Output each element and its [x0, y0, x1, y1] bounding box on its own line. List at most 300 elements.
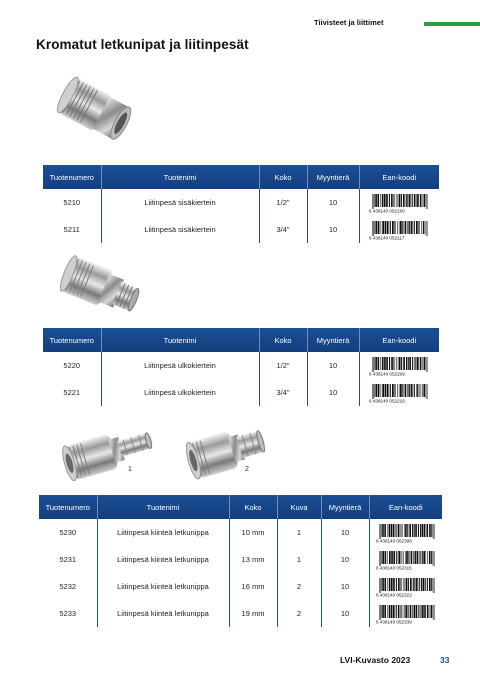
- barcode-bar: [423, 551, 425, 564]
- barcode-bar: [431, 551, 432, 564]
- barcode-bar: [373, 194, 374, 209]
- product-number: 5233: [59, 609, 77, 618]
- page-title: Kromatut letkunipat ja liitinpesät: [36, 37, 249, 52]
- product-name: Liitinpesä ulkokiertein: [101, 379, 259, 406]
- image-label-2: 2: [245, 466, 249, 473]
- picture-ref: 2: [277, 573, 321, 600]
- barcode-bar: [381, 221, 382, 234]
- barcode-bar: [406, 194, 407, 207]
- barcode-bar: [378, 194, 380, 207]
- barcode-bar: [412, 524, 413, 537]
- barcode-bar: [378, 221, 380, 234]
- barcode-bar: [387, 384, 389, 397]
- barcode-bar: [381, 524, 382, 537]
- barcode-bar: [401, 551, 402, 564]
- barcode-bar: [426, 384, 427, 399]
- barcode-bar: [412, 357, 413, 370]
- barcode-bar: [411, 384, 413, 397]
- column-header: Myyntierä: [307, 328, 359, 352]
- barcode-bar: [434, 605, 435, 620]
- barcode-bar: [401, 605, 402, 618]
- barcode-bar: [419, 551, 420, 564]
- barcode-bar: [402, 524, 403, 537]
- barcode-bar: [405, 605, 407, 618]
- barcode-bar: [389, 357, 390, 370]
- product-size: 1/2": [259, 189, 307, 216]
- barcode-bar: [387, 357, 389, 370]
- barcode-bar: [423, 357, 424, 370]
- barcode-bar: [408, 578, 409, 591]
- barcode-bar: [416, 357, 417, 370]
- barcode-bar: [387, 605, 388, 618]
- product-size: 13 mm: [229, 546, 277, 573]
- barcode-bar: [415, 605, 417, 618]
- barcode-bar: [383, 221, 385, 234]
- barcode-bar: [430, 605, 432, 618]
- barcode-bar: [434, 578, 435, 593]
- barcode-bar: [413, 524, 414, 537]
- ean-barcode: [368, 220, 430, 240]
- barcode-bar: [409, 524, 411, 537]
- barcode-bar: [388, 524, 390, 537]
- barcode-bar: [379, 605, 380, 620]
- barcode-bar: [391, 605, 393, 618]
- barcode-bar: [372, 384, 373, 399]
- barcode-bar: [383, 384, 385, 397]
- ean-barcode: [375, 550, 437, 570]
- barcode-bar: [415, 357, 416, 370]
- barcode-bar: [404, 524, 405, 537]
- product-size: 3/4": [259, 216, 307, 243]
- section-accent-bar: [424, 22, 480, 26]
- barcode-bar: [407, 605, 408, 618]
- barcode-bar: [405, 524, 407, 537]
- barcode-bar: [426, 221, 427, 236]
- barcode-bar: [374, 194, 375, 207]
- barcode-bar: [416, 194, 417, 207]
- picture-ref: 2: [277, 600, 321, 627]
- barcode-bar: [384, 524, 386, 537]
- barcode-bar: [405, 384, 407, 397]
- barcode-bar: [433, 605, 434, 620]
- barcode-bar: [390, 384, 391, 397]
- barcode-bar: [431, 578, 432, 591]
- barcode-bar: [406, 357, 407, 370]
- product-size: 19 mm: [229, 600, 277, 627]
- barcode-bar: [431, 524, 432, 537]
- barcode-bar: [433, 524, 434, 539]
- barcode-bar: [414, 384, 415, 397]
- barcode-bar: [382, 194, 384, 207]
- barcode-digits: 6 438140 052339: [375, 619, 412, 624]
- barcode-digits: 6 438140 052216: [369, 398, 406, 403]
- barcode-bar: [423, 384, 424, 397]
- barcode-bar: [405, 551, 406, 564]
- barcode-bar: [396, 384, 397, 397]
- barcode-bar: [398, 605, 400, 618]
- barcode-bar: [396, 357, 397, 370]
- barcode-bar: [400, 221, 402, 234]
- barcode-bar: [395, 605, 396, 618]
- barcode-bar: [420, 605, 421, 618]
- column-header: Tuotenimi: [97, 495, 229, 519]
- column-header: Tuotenumero: [43, 165, 101, 189]
- ean-barcode: [375, 577, 437, 597]
- barcode-bar: [415, 551, 416, 564]
- barcode-bar: [411, 221, 413, 234]
- image-label-1: 1: [128, 466, 132, 473]
- coupling-internal-thread-image: [50, 68, 142, 152]
- barcode-bar: [384, 357, 386, 370]
- barcode-digits: 6 438140 052308: [375, 538, 412, 543]
- barcode-bar: [401, 357, 402, 370]
- barcode-bar: [385, 221, 387, 234]
- barcode-bar: [387, 551, 388, 564]
- barcode-bar: [395, 194, 396, 207]
- barcode-bar: [395, 357, 396, 370]
- barcode-bar: [380, 524, 381, 539]
- barcode-bar: [429, 524, 431, 537]
- barcode-bar: [374, 357, 375, 370]
- barcode-bar: [422, 605, 424, 618]
- catalog-name: LVI-Kuvasto 2023: [340, 655, 411, 665]
- barcode-bar: [382, 578, 384, 591]
- picture-ref: 1: [277, 546, 321, 573]
- barcode-bar: [376, 194, 378, 207]
- barcode-bar: [405, 578, 407, 591]
- barcode-digits: 6 438140 052322: [375, 592, 412, 597]
- barcode-bar: [384, 551, 386, 564]
- ean-barcode: [368, 193, 430, 213]
- barcode-bar: [406, 551, 408, 564]
- barcode-bar: [373, 384, 374, 399]
- barcode-bar: [391, 578, 393, 591]
- barcode-bar: [424, 578, 425, 591]
- barcode-bar: [420, 221, 421, 234]
- barcode-bar: [399, 357, 401, 370]
- barcode-bar: [421, 578, 422, 591]
- barcode-bar: [429, 551, 431, 564]
- barcode-bar: [395, 221, 396, 234]
- barcode-bar: [380, 578, 381, 593]
- page-number: 33: [440, 655, 450, 665]
- table-row: [39, 600, 442, 627]
- barcode-bar: [424, 194, 426, 207]
- table-row: [39, 519, 442, 546]
- barcode-bar: [417, 357, 419, 370]
- barcode-bar: [412, 194, 413, 207]
- barcode-bar: [401, 524, 402, 537]
- barcode-bar: [421, 524, 423, 537]
- barcode-bar: [387, 524, 388, 537]
- barcode-bar: [393, 551, 395, 564]
- barcode-bar: [418, 605, 419, 618]
- barcode-bar: [409, 194, 411, 207]
- product-number: 5221: [63, 388, 81, 397]
- barcode-bar: [403, 194, 405, 207]
- barcode-bar: [375, 221, 376, 234]
- product-number: 5220: [63, 361, 81, 370]
- barcode-bar: [393, 194, 394, 207]
- barcode-bar: [409, 384, 410, 397]
- barcode-bar: [429, 578, 431, 591]
- barcode-bar: [386, 194, 388, 207]
- product-size: 3/4": [259, 379, 307, 406]
- barcode-bar: [423, 221, 424, 234]
- barcode-bar: [381, 578, 382, 591]
- barcode-bar: [403, 221, 404, 234]
- barcode-bar: [413, 551, 414, 564]
- picture-ref: 1: [277, 519, 321, 546]
- barcode-bar: [408, 194, 409, 207]
- barcode-bar: [415, 524, 417, 537]
- barcode-bar: [401, 194, 402, 207]
- barcode-bar: [400, 524, 401, 537]
- barcode-bar: [379, 578, 380, 593]
- barcode-bar: [380, 357, 381, 370]
- barcode-bar: [416, 578, 418, 591]
- sales-quantity: 10: [321, 573, 369, 600]
- product-name: Liitinpesä kiinteä letkunippa: [97, 519, 229, 546]
- barcode-bar: [433, 551, 434, 566]
- barcode-bar: [414, 194, 416, 207]
- column-header: Tuotenumero: [39, 495, 97, 519]
- barcode-bar: [393, 578, 395, 591]
- barcode-bar: [379, 551, 380, 566]
- barcode-bar: [399, 384, 400, 397]
- barcode-bar: [426, 194, 427, 209]
- barcode-bar: [434, 524, 435, 539]
- barcode-bar: [433, 578, 434, 593]
- barcode-bar: [427, 605, 429, 618]
- barcode-bar: [397, 524, 399, 537]
- product-name: Liitinpesä kiinteä letkunippa: [97, 573, 229, 600]
- sales-quantity: 10: [321, 600, 369, 627]
- barcode-bar: [424, 384, 426, 397]
- barcode-bar: [404, 357, 406, 370]
- barcode-bar: [396, 578, 397, 591]
- product-table-1: [43, 165, 439, 243]
- barcode-bar: [382, 524, 384, 537]
- barcode-bar: [392, 221, 394, 234]
- barcode-bar: [414, 578, 415, 591]
- table-row: [39, 546, 442, 573]
- barcode-bar: [398, 551, 400, 564]
- product-name: Liitinpesä kiinteä letkunippa: [97, 600, 229, 627]
- barcode-bar: [380, 551, 381, 566]
- barcode-digits: 6 438140 052117: [369, 235, 405, 240]
- barcode-bar: [382, 605, 384, 618]
- barcode-bar: [372, 221, 373, 236]
- barcode-bar: [372, 194, 373, 209]
- barcode-bar: [408, 384, 409, 397]
- barcode-bar: [398, 194, 399, 207]
- column-header: Kuva: [277, 495, 321, 519]
- barcode-bar: [381, 551, 382, 564]
- table-row: [43, 216, 439, 243]
- hose-coupling-image-1: [62, 420, 156, 484]
- barcode-bar: [380, 605, 381, 620]
- barcode-bar: [399, 194, 401, 207]
- barcode-bar: [384, 578, 386, 591]
- barcode-bar: [414, 221, 415, 234]
- barcode-digits: 6 438140 052315: [375, 565, 412, 570]
- ean-barcode: [368, 356, 430, 376]
- barcode-bar: [409, 605, 411, 618]
- barcode-bar: [381, 384, 382, 397]
- barcode-bar: [424, 524, 426, 537]
- barcode-bar: [418, 578, 419, 591]
- barcode-bar: [393, 524, 395, 537]
- barcode-bar: [382, 357, 384, 370]
- barcode-bar: [402, 605, 403, 618]
- barcode-bar: [410, 551, 412, 564]
- section-tag: Tiivisteet ja liittimet: [314, 18, 384, 27]
- barcode-digits: 6 438140 052209: [369, 371, 406, 376]
- product-number: 5211: [63, 225, 80, 234]
- barcode-bar: [403, 578, 404, 591]
- column-header: Koko: [229, 495, 277, 519]
- barcode-bar: [427, 551, 428, 564]
- barcode-bar: [394, 357, 395, 370]
- product-name: Liitinpesä kiinteä letkunippa: [97, 546, 229, 573]
- column-header: Tuotenumero: [43, 328, 101, 352]
- sales-quantity: 10: [307, 379, 359, 406]
- barcode-bar: [389, 551, 391, 564]
- barcode-bar: [408, 221, 409, 234]
- barcode-bar: [398, 578, 400, 591]
- barcode-bar: [427, 221, 428, 236]
- barcode-bar: [389, 578, 391, 591]
- barcode-bar: [398, 357, 399, 370]
- ean-barcode: [368, 383, 430, 403]
- barcode-bar: [416, 384, 417, 397]
- barcode-bar: [391, 357, 393, 370]
- barcode-bar: [395, 524, 396, 537]
- barcode-bar: [373, 357, 374, 372]
- barcode-bar: [401, 578, 402, 591]
- sales-quantity: 10: [307, 352, 359, 379]
- barcode-bar: [391, 551, 393, 564]
- barcode-bar: [384, 605, 386, 618]
- barcode-bar: [396, 221, 397, 234]
- barcode-bar: [407, 524, 408, 537]
- barcode-bar: [375, 384, 376, 397]
- barcode-bar: [390, 221, 391, 234]
- product-name: Liitinpesä sisäkiertein: [101, 189, 259, 216]
- barcode-bar: [427, 357, 428, 372]
- barcode-bar: [412, 605, 413, 618]
- barcode-bar: [382, 551, 384, 564]
- barcode-bar: [410, 357, 412, 370]
- barcode-bar: [403, 551, 404, 564]
- barcode-bar: [410, 578, 412, 591]
- barcode-bar: [385, 384, 387, 397]
- barcode-bar: [408, 551, 409, 564]
- barcode-bar: [379, 524, 380, 539]
- product-number: 5230: [59, 528, 77, 537]
- hose-coupling-image-2: [186, 418, 268, 484]
- product-size: 16 mm: [229, 573, 277, 600]
- barcode-bar: [400, 551, 401, 564]
- barcode-bar: [427, 194, 428, 209]
- product-size: 10 mm: [229, 519, 277, 546]
- table-row: [43, 189, 439, 216]
- sales-quantity: 10: [307, 189, 359, 216]
- barcode-bar: [378, 384, 380, 397]
- sales-quantity: 10: [321, 519, 369, 546]
- barcode-bar: [414, 605, 415, 618]
- product-table-2: [43, 328, 439, 406]
- column-header: Koko: [259, 165, 307, 189]
- barcode-bar: [426, 357, 427, 372]
- barcode-bar: [372, 357, 373, 372]
- column-header: Myyntierä: [321, 495, 369, 519]
- barcode-bar: [421, 384, 422, 397]
- barcode-bar: [421, 221, 422, 234]
- barcode-bar: [389, 194, 390, 207]
- barcode-bar: [373, 221, 374, 236]
- barcode-bar: [399, 221, 400, 234]
- barcode-bar: [380, 194, 381, 207]
- table-row: [43, 352, 439, 379]
- barcode-bar: [417, 194, 419, 207]
- barcode-bar: [427, 384, 428, 399]
- barcode-bar: [421, 551, 422, 564]
- barcode-bar: [387, 221, 389, 234]
- barcode-bar: [393, 605, 395, 618]
- barcode-bar: [378, 357, 380, 370]
- barcode-bar: [376, 357, 378, 370]
- product-name: Liitinpesä ulkokiertein: [101, 352, 259, 379]
- barcode-bar: [417, 384, 418, 397]
- barcode-bar: [400, 384, 402, 397]
- barcode-bar: [422, 578, 424, 591]
- barcode-bar: [423, 194, 424, 207]
- barcode-bar: [416, 551, 418, 564]
- barcode-bar: [418, 524, 419, 537]
- barcode-bar: [388, 605, 390, 618]
- barcode-bar: [392, 384, 394, 397]
- barcode-bar: [404, 605, 405, 618]
- product-name: Liitinpesä sisäkiertein: [101, 216, 259, 243]
- barcode-bar: [400, 578, 401, 591]
- product-number: 5232: [59, 582, 77, 591]
- barcode-bar: [376, 384, 378, 397]
- column-header: Myyntierä: [307, 165, 359, 189]
- barcode-bar: [405, 221, 407, 234]
- column-header: Tuotenimi: [101, 165, 259, 189]
- column-header: Koko: [259, 328, 307, 352]
- column-header: Tuotenimi: [101, 328, 259, 352]
- barcode-bar: [419, 384, 420, 397]
- ean-barcode: [375, 523, 437, 543]
- barcode-bar: [409, 221, 410, 234]
- barcode-bar: [412, 578, 413, 591]
- barcode-bar: [384, 194, 386, 207]
- ean-barcode: [375, 604, 437, 624]
- barcode-bar: [404, 578, 405, 591]
- barcode-bar: [424, 357, 426, 370]
- barcode-bar: [425, 221, 426, 234]
- product-number: 5210: [63, 198, 81, 207]
- barcode-bar: [427, 578, 428, 591]
- barcode-bar: [397, 384, 398, 397]
- barcode-bar: [403, 384, 404, 397]
- barcode-bar: [387, 578, 388, 591]
- barcode-bar: [434, 551, 435, 566]
- barcode-bar: [425, 551, 426, 564]
